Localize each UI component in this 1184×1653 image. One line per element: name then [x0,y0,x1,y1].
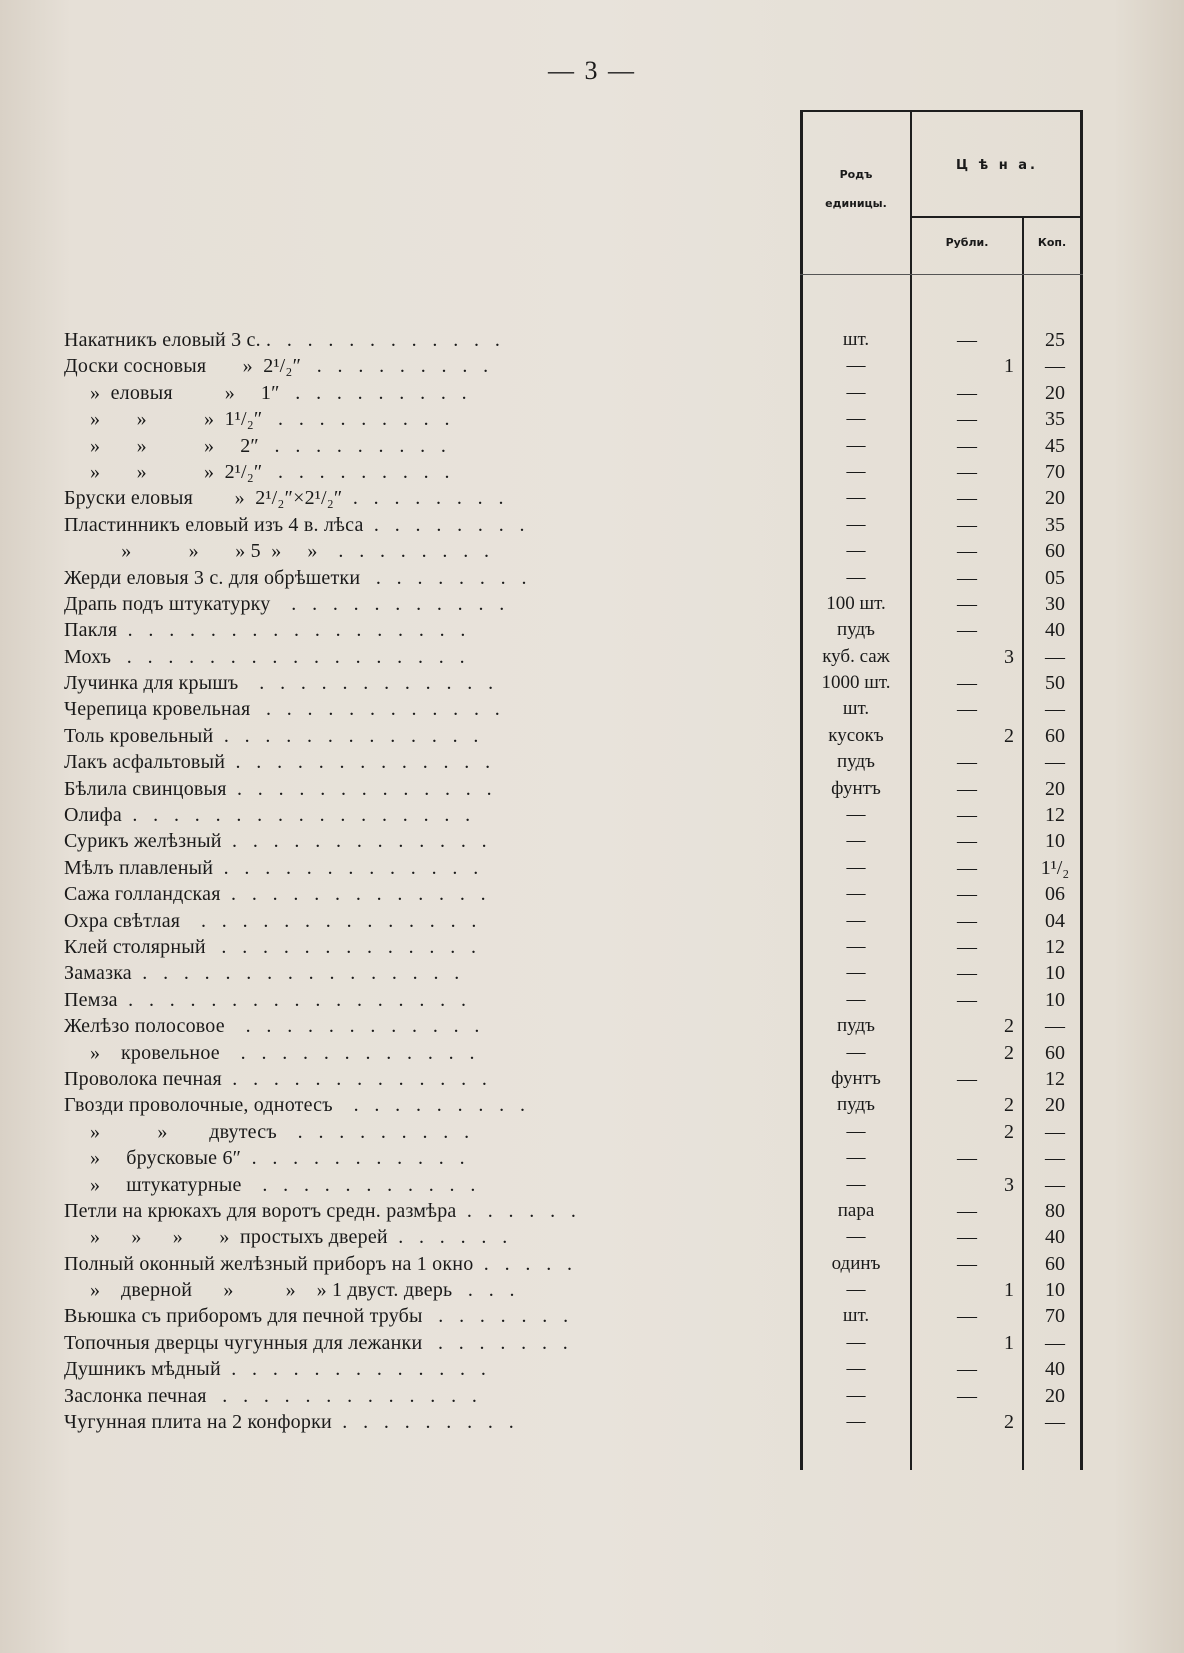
item-kopecks: — [1045,355,1065,378]
item-name: » брусковые 6″ . . . . . . . . . . . [64,1147,465,1170]
item-unit: — [846,1173,866,1195]
item-unit: — [846,962,866,984]
item-unit: — [846,513,866,535]
item-rubles: — [957,830,977,853]
table-row [0,433,1184,459]
item-unit: — [846,487,866,509]
item-rubles: — [957,329,977,351]
item-kopecks: 04 [1045,909,1065,932]
table-row [0,538,1184,564]
item-name: Лучинка для крышъ . . . . . . . . . . . . [64,672,494,695]
table-row [0,617,1184,643]
header-bottom-border [800,274,1083,275]
item-name: » » » » простыхъ дверей . . . . . . [64,1226,508,1249]
item-kopecks: — [1045,698,1065,721]
item-name: Вьюшка съ приборомъ для печной трубы . . . . . . . [64,1305,569,1328]
item-unit: пудъ [837,1015,875,1037]
item-kopecks: 35 [1045,513,1065,536]
item-unit: — [846,1384,866,1406]
item-kopecks: 60 [1045,724,1065,747]
table-row [0,485,1184,511]
item-rubles: — [957,592,977,615]
item-rubles: — [957,566,977,589]
item-rubles: — [957,1252,977,1275]
item-kopecks: — [1045,1173,1065,1196]
item-kopecks: 20 [1045,777,1065,800]
item-unit: — [846,1331,866,1353]
item-rubles: — [957,804,977,827]
item-kopecks: — [1045,1331,1065,1354]
table-row [0,1303,1184,1329]
table-row [0,960,1184,986]
item-rubles: — [957,1384,977,1407]
item-kopecks: 60 [1045,1041,1065,1064]
table-row [0,459,1184,485]
item-kopecks: 10 [1045,830,1065,853]
table-row [0,855,1184,881]
item-name: » » » 5 » » . . . . . . . . [64,540,490,563]
item-rubles: — [957,909,977,932]
table-row [0,327,1184,353]
item-unit: — [846,830,866,852]
unit-header [802,168,910,210]
item-unit: — [846,804,866,826]
table-row [0,512,1184,538]
item-name: Сурикъ желѣзный . . . . . . . . . . . . . [64,830,487,853]
item-unit: — [846,909,866,931]
table-row [0,670,1184,696]
item-unit: — [846,935,866,957]
item-unit: — [846,355,866,377]
table-row [0,749,1184,775]
item-unit: — [846,1120,866,1142]
item-kopecks: — [1045,645,1065,668]
item-rubles: — [957,540,977,563]
item-name: Драпь подъ штукатурку . . . . . . . . . . . [64,592,505,615]
item-kopecks: 10 [1045,988,1065,1011]
item-name: » » » 1¹/₂″ . . . . . . . . . [64,408,450,431]
item-kopecks: 12 [1045,935,1065,958]
item-unit: шт. [842,698,870,720]
table-row [0,1092,1184,1118]
table-row [0,1330,1184,1356]
item-name: Пластинникъ еловый изъ 4 в. лѣса . . . . . . . . [64,513,525,536]
table-row [0,1383,1184,1409]
table-row [0,1251,1184,1277]
item-kopecks: 25 [1045,329,1065,351]
item-rubles: — [957,962,977,985]
item-unit: — [846,408,866,430]
item-kopecks: 60 [1045,540,1065,563]
item-name: Полный оконный желѣзный приборъ на 1 окно . . . . . [64,1252,573,1275]
item-name: Толь кровельный . . . . . . . . . . . . . [64,724,479,747]
table-row [0,1066,1184,1092]
item-kopecks: 10 [1045,1279,1065,1302]
item-unit: фунтъ [831,1067,881,1089]
item-rubles: — [957,751,977,774]
item-rubles: 2 [1004,1120,1014,1143]
item-kopecks: 20 [1045,487,1065,510]
unit-header-line-1: Родъ [839,168,873,181]
item-name: Гвозди проволочные, однотесъ . . . . . . . . . [64,1094,526,1117]
table-row [0,353,1184,379]
item-rubles: — [957,698,977,721]
item-kopecks: 20 [1045,381,1065,404]
item-rubles: — [957,883,977,906]
item-kopecks: 40 [1045,1358,1065,1381]
item-rubles: — [957,460,977,483]
item-name: » » двутесъ . . . . . . . . . [64,1120,470,1143]
item-rubles: — [957,1199,977,1222]
item-kopecks: 12 [1045,804,1065,827]
item-name: Топочныя дверцы чугунныя для лежанки . . . . . . . [64,1331,568,1354]
item-unit: — [846,566,866,588]
table-row [0,1198,1184,1224]
item-kopecks: — [1045,1147,1065,1170]
item-name: Бѣлила свинцовыя . . . . . . . . . . . . . [64,777,492,800]
price-header: Ц ѣ н а. [956,158,1038,173]
item-kopecks: 12 [1045,1067,1065,1090]
item-unit: — [846,856,866,878]
table-row [0,380,1184,406]
item-name: Бруски еловыя » 2¹/₂″×2¹/₂″ . . . . . . . . [64,487,504,510]
kopecks-header: Коп. [1037,236,1067,249]
item-kopecks: — [1045,1411,1065,1434]
item-name: » еловыя » 1″ . . . . . . . . . [64,381,467,404]
item-unit: — [846,381,866,403]
table-row [0,802,1184,828]
item-unit: — [846,1411,866,1433]
item-name: Олифа . . . . . . . . . . . . . . . . . [64,804,471,827]
item-rubles: 3 [1004,1173,1014,1196]
item-name: Жерди еловыя 3 с. для обрѣшетки . . . . . . . . [64,566,527,589]
item-unit: шт. [842,1305,870,1327]
item-rubles: — [957,1358,977,1381]
table-row [0,1119,1184,1145]
item-name: » штукатурные . . . . . . . . . . . [64,1173,476,1196]
item-kopecks: 1¹/₂ [1040,856,1070,879]
item-rubles: — [957,1226,977,1249]
item-name: Петли на крюкахъ для воротъ средн. размѣра . . . . . . [64,1199,577,1222]
item-unit: куб. саж [822,645,890,667]
table-row [0,406,1184,432]
table-row [0,934,1184,960]
item-name: Доски сосновыя » 2¹/₂″ . . . . . . . . . [64,355,489,378]
table-row [0,1145,1184,1171]
item-kopecks: 20 [1045,1094,1065,1117]
table-row [0,1277,1184,1303]
table-row [0,723,1184,749]
item-kopecks: 50 [1045,672,1065,695]
item-kopecks: — [1045,751,1065,774]
table-row [0,565,1184,591]
item-kopecks: 05 [1045,566,1065,589]
item-kopecks: 06 [1045,883,1065,906]
item-kopecks: 10 [1045,962,1065,985]
item-unit: — [846,1147,866,1169]
item-name: Пемза . . . . . . . . . . . . . . . . . [64,988,467,1011]
item-rubles: 2 [1004,1015,1014,1038]
item-name: Желѣзо полосовое . . . . . . . . . . . . [64,1015,480,1038]
table-row [0,591,1184,617]
item-rubles: 3 [1004,645,1014,668]
item-unit: — [846,1358,866,1380]
item-unit: кусокъ [828,724,884,746]
item-rubles: — [957,619,977,642]
item-rubles: — [957,434,977,457]
item-rubles: 1 [1004,1279,1014,1302]
item-name: » » » 2¹/₂″ . . . . . . . . . [64,460,450,483]
item-name: Накатникъ еловый 3 с. . . . . . . . . . . . . [64,329,501,351]
item-rubles: — [957,672,977,695]
table-row [0,908,1184,934]
item-name: Пакля . . . . . . . . . . . . . . . . . [64,619,466,642]
item-unit: фунтъ [831,777,881,799]
item-unit: пудъ [837,751,875,773]
item-name: » » » 2″ . . . . . . . . . [64,434,447,457]
table-top-border [800,110,1083,112]
item-kopecks: 40 [1045,1226,1065,1249]
table-row [0,696,1184,722]
item-rubles: 2 [1004,1094,1014,1117]
item-rubles: — [957,777,977,800]
page-number: — 3 — [548,56,636,85]
item-rubles: — [957,988,977,1011]
item-rubles: — [957,1067,977,1090]
item-name: Заслонка печная . . . . . . . . . . . . . [64,1384,478,1407]
item-kopecks: 40 [1045,619,1065,642]
price-header-divider [912,216,1083,218]
item-name: Сажа голландская . . . . . . . . . . . . . [64,883,486,906]
unit-header-line-2: единицы. [825,197,887,210]
item-unit: пудъ [837,619,875,641]
table-row [0,1172,1184,1198]
item-rubles: — [957,935,977,958]
item-unit: шт. [842,329,870,350]
item-unit: — [846,540,866,562]
item-name: Мѣлъ плавленый . . . . . . . . . . . . . [64,856,479,879]
item-rubles: 1 [1004,1331,1014,1354]
item-rubles: — [957,408,977,431]
item-rubles: 1 [1004,355,1014,378]
item-name: Клей столярный . . . . . . . . . . . . . [64,935,477,958]
item-unit: одинъ [831,1252,881,1274]
item-unit: — [846,883,866,905]
item-unit: — [846,1226,866,1248]
item-rubles: 2 [1004,1041,1014,1064]
item-unit: — [846,988,866,1010]
item-name: » кровельное . . . . . . . . . . . . [64,1041,475,1064]
item-unit: 100 шт. [826,592,886,614]
item-rubles: 2 [1004,724,1014,747]
item-rubles: — [957,1147,977,1170]
item-unit: пудъ [837,1094,875,1116]
item-rubles: — [957,381,977,404]
table-row [0,881,1184,907]
item-unit: пара [837,1199,875,1221]
item-kopecks: — [1045,1015,1065,1038]
item-rubles: — [957,856,977,879]
table-row [0,1356,1184,1382]
item-kopecks: 35 [1045,408,1065,431]
table-row [0,1040,1184,1066]
item-unit: — [846,1279,866,1301]
item-name: Черепица кровельная . . . . . . . . . . . . [64,698,500,721]
item-name: Мохъ . . . . . . . . . . . . . . . . . [64,645,465,668]
item-kopecks: 60 [1045,1252,1065,1275]
item-kopecks: — [1045,1120,1065,1143]
item-unit: — [846,1041,866,1063]
item-rubles: — [957,487,977,510]
item-name: » дверной » » » 1 двуст. дверь . . . [64,1279,515,1302]
item-kopecks: 70 [1045,1305,1065,1328]
item-name: Охра свѣтлая . . . . . . . . . . . . . . [64,909,477,932]
table-row [0,1409,1184,1435]
table-row [0,1013,1184,1039]
item-name: Замазка . . . . . . . . . . . . . . . . [64,962,460,985]
item-kopecks: 70 [1045,460,1065,483]
table-row [0,987,1184,1013]
item-name: Лакъ асфальтовый . . . . . . . . . . . . . [64,751,491,774]
item-name: Проволока печная . . . . . . . . . . . . . [64,1067,488,1090]
item-kopecks: 30 [1045,592,1065,615]
table-row [0,1224,1184,1250]
item-kopecks: 45 [1045,434,1065,457]
item-rubles: — [957,513,977,536]
table-row [0,644,1184,670]
item-rubles: — [957,1305,977,1328]
rubles-header: Рубли. [945,236,989,249]
table-row [0,776,1184,802]
item-unit: — [846,460,866,482]
item-kopecks: 80 [1045,1199,1065,1222]
item-kopecks: 20 [1045,1384,1065,1407]
item-name: Чугунная плита на 2 конфорки . . . . . . . . . [64,1411,514,1434]
item-rubles: 2 [1004,1411,1014,1434]
price-table-body [0,327,1184,1435]
item-unit: — [846,434,866,456]
item-name: Душникъ мѣдный . . . . . . . . . . . . . [64,1358,487,1381]
table-row [0,828,1184,854]
item-unit: 1000 шт. [821,672,891,694]
